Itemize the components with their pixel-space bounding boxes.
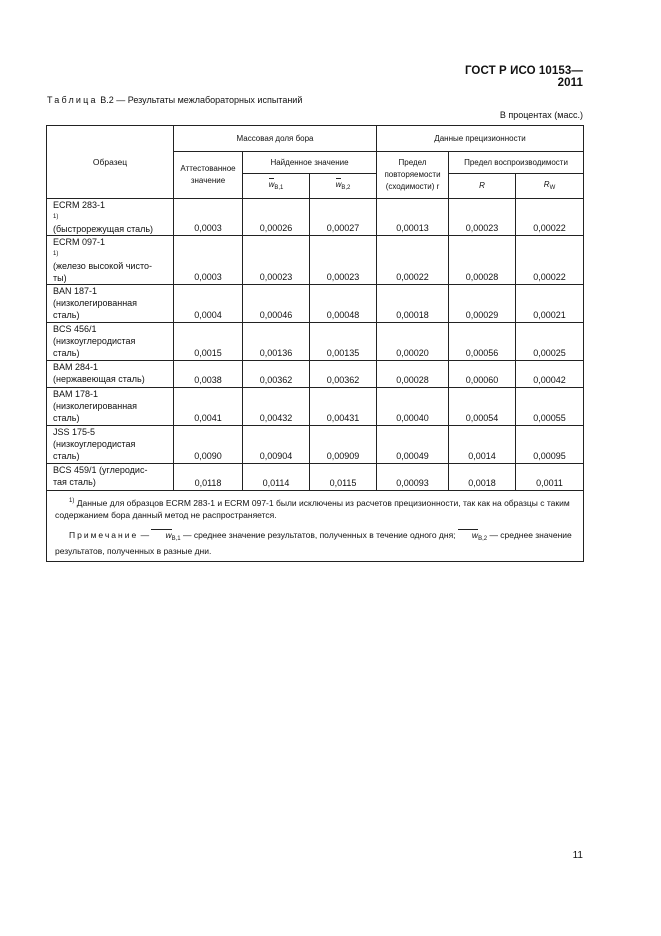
value-cell: 0,0003 <box>174 236 243 285</box>
value-cell: 0,0011 <box>516 464 584 491</box>
results-table <box>46 125 584 562</box>
sample-name-text: сталь) <box>53 451 80 461</box>
value-cell: 0,0038 <box>174 361 243 388</box>
R-symbol: R <box>543 179 550 189</box>
header-repeatability: Предел повторяемости (сходимости) r <box>377 152 449 199</box>
value-cell: 0,00040 <box>377 388 449 426</box>
value-cell: 0,00018 <box>377 285 449 323</box>
sample-name-line <box>53 400 171 412</box>
value-cell: 0,0041 <box>174 388 243 426</box>
sample-name-line <box>53 426 171 438</box>
page-number: 11 <box>572 850 583 861</box>
w-symbol: w <box>151 529 171 540</box>
footnote-text: Данные для образцов ECRM 283-1 и ECRM 097-1 были исключены из расчетов прецизионности, так как на образцы с таким содержанием бора данный метод не распространяется. <box>55 498 570 520</box>
table-row <box>47 285 584 323</box>
sample-name-line <box>53 438 171 450</box>
note-prefix: Примечание <box>69 530 139 540</box>
value-cell: 0,00055 <box>516 388 584 426</box>
sample-name-line <box>53 260 171 272</box>
value-cell: 0,00904 <box>243 426 310 464</box>
table-row <box>47 464 584 491</box>
value-cell: 0,00027 <box>310 199 377 236</box>
w-symbol: w <box>268 180 275 189</box>
notes-cell <box>47 491 584 562</box>
value-cell: 0,00135 <box>310 323 377 361</box>
value-cell: 0,00049 <box>377 426 449 464</box>
value-cell: 0,00095 <box>516 426 584 464</box>
header-certified: Аттестованное значение <box>174 152 243 199</box>
value-cell: 0,00093 <box>377 464 449 491</box>
sample-name-line <box>53 223 171 235</box>
sample-name-line <box>53 450 171 462</box>
sample-name-line <box>53 476 171 488</box>
value-cell: 0,00025 <box>516 323 584 361</box>
sample-name-text: (быстрорежущая сталь) <box>53 224 154 234</box>
table-body <box>47 199 584 491</box>
value-cell: 0,00023 <box>310 236 377 285</box>
sample-name-line <box>53 236 171 260</box>
value-cell: 0,00060 <box>449 361 516 388</box>
table-row <box>47 199 584 236</box>
value-cell: 0,00022 <box>377 236 449 285</box>
sample-cell <box>47 426 174 464</box>
value-cell: 0,00362 <box>310 361 377 388</box>
value-cell: 0,00029 <box>449 285 516 323</box>
sample-name-line <box>53 285 171 297</box>
value-cell: 0,0004 <box>174 285 243 323</box>
table-row <box>47 236 584 285</box>
w-subscript: В,2 <box>341 185 351 191</box>
sample-name-text: (низкоуглеродистая <box>53 439 136 449</box>
value-cell: 0,0114 <box>243 464 310 491</box>
sample-cell <box>47 199 174 236</box>
sample-name-line <box>53 347 171 359</box>
header-Rw <box>516 174 584 199</box>
sample-name-text: (железо высокой чисто- <box>53 261 152 271</box>
sample-name-text: BAN 187-1 <box>53 286 98 296</box>
table-row <box>47 388 584 426</box>
sample-name-line <box>53 323 171 335</box>
sample-name-text: (низколегированная <box>53 298 138 308</box>
w-symbol: w <box>335 180 342 189</box>
sample-name-line <box>53 412 171 424</box>
footnote-ref: 1) <box>53 214 59 220</box>
table-caption <box>47 95 302 105</box>
value-cell: 0,00026 <box>243 199 310 236</box>
note-dash: — <box>138 530 152 540</box>
sample-name-text: сталь) <box>53 348 80 358</box>
header-w-b1 <box>243 174 310 199</box>
value-cell: 0,00136 <box>243 323 310 361</box>
sample-name-text: ECRM 283-1 <box>53 200 106 210</box>
value-cell: 0,00013 <box>377 199 449 236</box>
sample-name-line <box>53 464 171 476</box>
note <box>55 529 575 557</box>
value-cell: 0,0115 <box>310 464 377 491</box>
value-cell: 0,00023 <box>449 199 516 236</box>
sample-name-text: (низкоуглеродистая <box>53 336 136 346</box>
value-cell: 0,00046 <box>243 285 310 323</box>
w-symbol: w <box>458 529 478 540</box>
value-cell: 0,00909 <box>310 426 377 464</box>
value-cell: 0,0118 <box>174 464 243 491</box>
sample-name-text: ECRM 097-1 <box>53 237 106 247</box>
sample-cell <box>47 323 174 361</box>
sample-name-text: BCS 456/1 <box>53 324 97 334</box>
sample-name-line <box>53 272 171 284</box>
note-text-1: — среднее значение результатов, полученных в течение одного дня; <box>180 530 458 540</box>
w-subscript: В,1 <box>171 536 181 542</box>
header-R <box>449 174 516 199</box>
sample-cell <box>47 236 174 285</box>
sample-name-line <box>53 373 171 385</box>
sample-name-line <box>53 388 171 400</box>
header-precision: Данные прецизионности <box>377 126 584 152</box>
units-label: В процентах (масс.) <box>499 110 583 120</box>
value-cell: 0,00022 <box>516 199 584 236</box>
header-sample: Образец <box>47 126 174 199</box>
sample-name-line <box>53 199 171 223</box>
value-cell: 0,00048 <box>310 285 377 323</box>
w-subscript: В,2 <box>478 536 488 542</box>
footnote <box>55 495 575 521</box>
value-cell: 0,0018 <box>449 464 516 491</box>
sample-name-text: BCS 459/1 (углеродис- <box>53 465 148 475</box>
sample-cell <box>47 361 174 388</box>
sample-name-text: BAM 284-1 <box>53 362 99 372</box>
value-cell: 0,0014 <box>449 426 516 464</box>
value-cell: 0,00022 <box>516 236 584 285</box>
value-cell: 0,0015 <box>174 323 243 361</box>
table-row <box>47 426 584 464</box>
table-row <box>47 361 584 388</box>
footnote-mark: 1) <box>69 498 75 504</box>
sample-cell <box>47 464 174 491</box>
value-cell: 0,00431 <box>310 388 377 426</box>
value-cell: 0,00054 <box>449 388 516 426</box>
R-symbol: R <box>479 181 485 190</box>
value-cell: 0,00023 <box>243 236 310 285</box>
sample-cell <box>47 285 174 323</box>
w-subscript: В,1 <box>274 185 284 191</box>
header-reproducibility: Предел воспроизводимости <box>449 152 584 174</box>
sample-name-text: (нержавеющая сталь) <box>53 374 145 384</box>
sample-name-text: ты) <box>53 273 67 283</box>
note-text-2: — среднее значение результатов, полученных в разные дни. <box>55 530 572 556</box>
value-cell: 0,00028 <box>377 361 449 388</box>
sample-name-line <box>53 361 171 373</box>
value-cell: 0,00056 <box>449 323 516 361</box>
sample-name-text: тая сталь) <box>53 477 96 487</box>
value-cell: 0,00432 <box>243 388 310 426</box>
header-w-b2 <box>310 174 377 199</box>
sample-cell <box>47 388 174 426</box>
value-cell: 0,00028 <box>449 236 516 285</box>
sample-name-text: BAM 178-1 <box>53 389 99 399</box>
document-header: ГОСТ Р ИСО 10153—2011 <box>464 65 583 89</box>
caption-prefix: Таблица <box>47 95 98 105</box>
Rw-subscript: W <box>549 184 556 191</box>
value-cell: 0,00021 <box>516 285 584 323</box>
header-found: Найденное значение <box>243 152 377 174</box>
sample-name-text: (низколегированная <box>53 401 138 411</box>
sample-name-line <box>53 335 171 347</box>
value-cell: 0,0090 <box>174 426 243 464</box>
value-cell: 0,00020 <box>377 323 449 361</box>
value-cell: 0,0003 <box>174 199 243 236</box>
footnote-ref: 1) <box>53 251 59 257</box>
value-cell: 0,00362 <box>243 361 310 388</box>
value-cell: 0,00042 <box>516 361 584 388</box>
sample-name-text: JSS 175-5 <box>53 427 96 437</box>
table-row <box>47 323 584 361</box>
header-mass-fraction: Массовая доля бора <box>174 126 377 152</box>
sample-name-line <box>53 297 171 309</box>
caption-text: В.2 — Результаты межлабораторных испытаний <box>97 95 303 105</box>
sample-name-line <box>53 309 171 321</box>
sample-name-text: сталь) <box>53 413 80 423</box>
sample-name-text: сталь) <box>53 310 80 320</box>
